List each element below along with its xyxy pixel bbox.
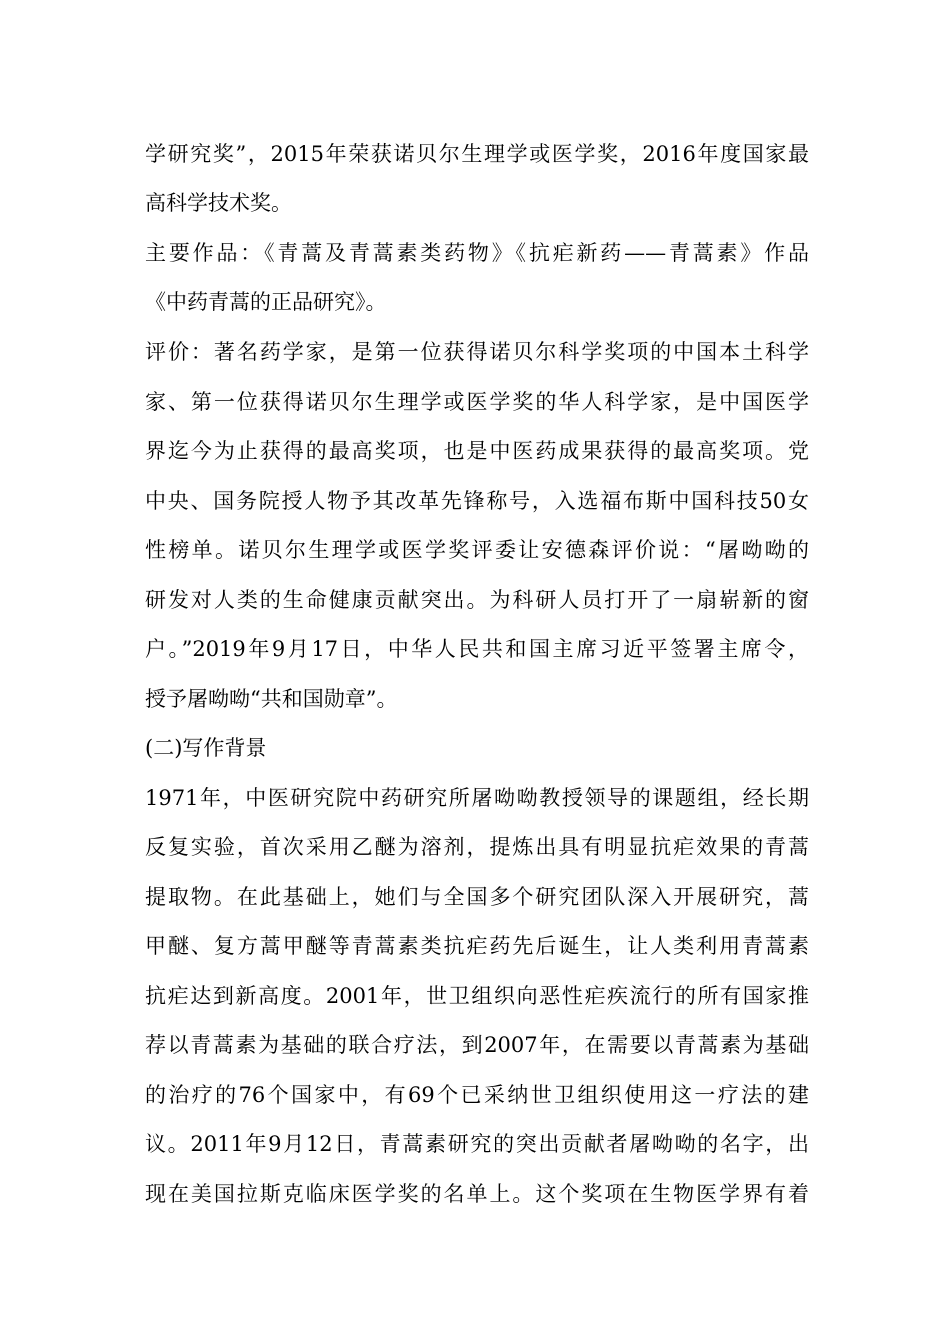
body-text-line: 的治疗的76个国家中，有69个已采纳世卫组织使用这一疗法的建 — [145, 1083, 809, 1107]
body-text-line: 高科学技术奖。 — [145, 191, 292, 215]
body-text-line: 抗疟达到新高度。2001年，世卫组织向恶性疟疾流行的所有国家推 — [145, 984, 809, 1008]
body-text-line: 议。2011年9月12日，青蒿素研究的突出贡献者屠呦呦的名字，出 — [145, 1132, 809, 1156]
body-text-line: 家、第一位获得诺贝尔生理学或医学奖的华人科学家，是中国医学 — [145, 390, 809, 414]
body-text-line: 提取物。在此基础上，她们与全国多个研究团队深入开展研究，蒿 — [145, 885, 809, 909]
body-text-line: 《中药青蒿的正品研究》。 — [145, 290, 387, 314]
body-text-line: 户。”2019年9月17日，中华人民共和国主席习近平签署主席令， — [145, 637, 809, 661]
body-text-line: 评价：著名药学家，是第一位获得诺贝尔科学奖项的中国本土科学 — [145, 340, 809, 364]
body-text-line: 主要作品：《青蒿及青蒿素类药物》《抗疟新药——青蒿素》作品 — [145, 241, 809, 265]
body-text-line: 现在美国拉斯克临床医学奖的名单上。这个奖项在生物医学界有着 — [145, 1182, 809, 1206]
body-text-line: 反复实验，首次采用乙醚为溶剂，提炼出具有明显抗疟效果的青蒿 — [145, 835, 809, 859]
body-text-line: 甲醚、复方蒿甲醚等青蒿素类抗疟药先后诞生，让人类利用青蒿素 — [145, 934, 809, 958]
body-text-line: 中央、国务院授人物予其改革先锋称号，入选福布斯中国科技50女 — [145, 489, 809, 513]
body-text-line: 界迄今为止获得的最高奖项，也是中医药成果获得的最高奖项。党 — [145, 439, 809, 463]
body-text-line: 性榜单。诺贝尔生理学或医学奖评委让安德森评价说：“屠呦呦的 — [145, 538, 809, 562]
body-text-line: 学研究奖”，2015年荣获诺贝尔生理学或医学奖，2016年度国家最 — [145, 142, 809, 166]
body-text-line: 研发对人类的生命健康贡献突出。为科研人员打开了一扇崭新的窗 — [145, 588, 809, 612]
body-text-line: 授予屠呦呦“共和国勋章”。 — [145, 687, 398, 711]
section-heading: (二)写作背景 — [145, 736, 267, 760]
body-text-line: 荐以青蒿素为基础的联合疗法，到2007年，在需要以青蒿素为基础 — [145, 1033, 809, 1057]
body-text-line: 1971年，中医研究院中药研究所屠呦呦教授领导的课题组，经长期 — [145, 786, 809, 810]
